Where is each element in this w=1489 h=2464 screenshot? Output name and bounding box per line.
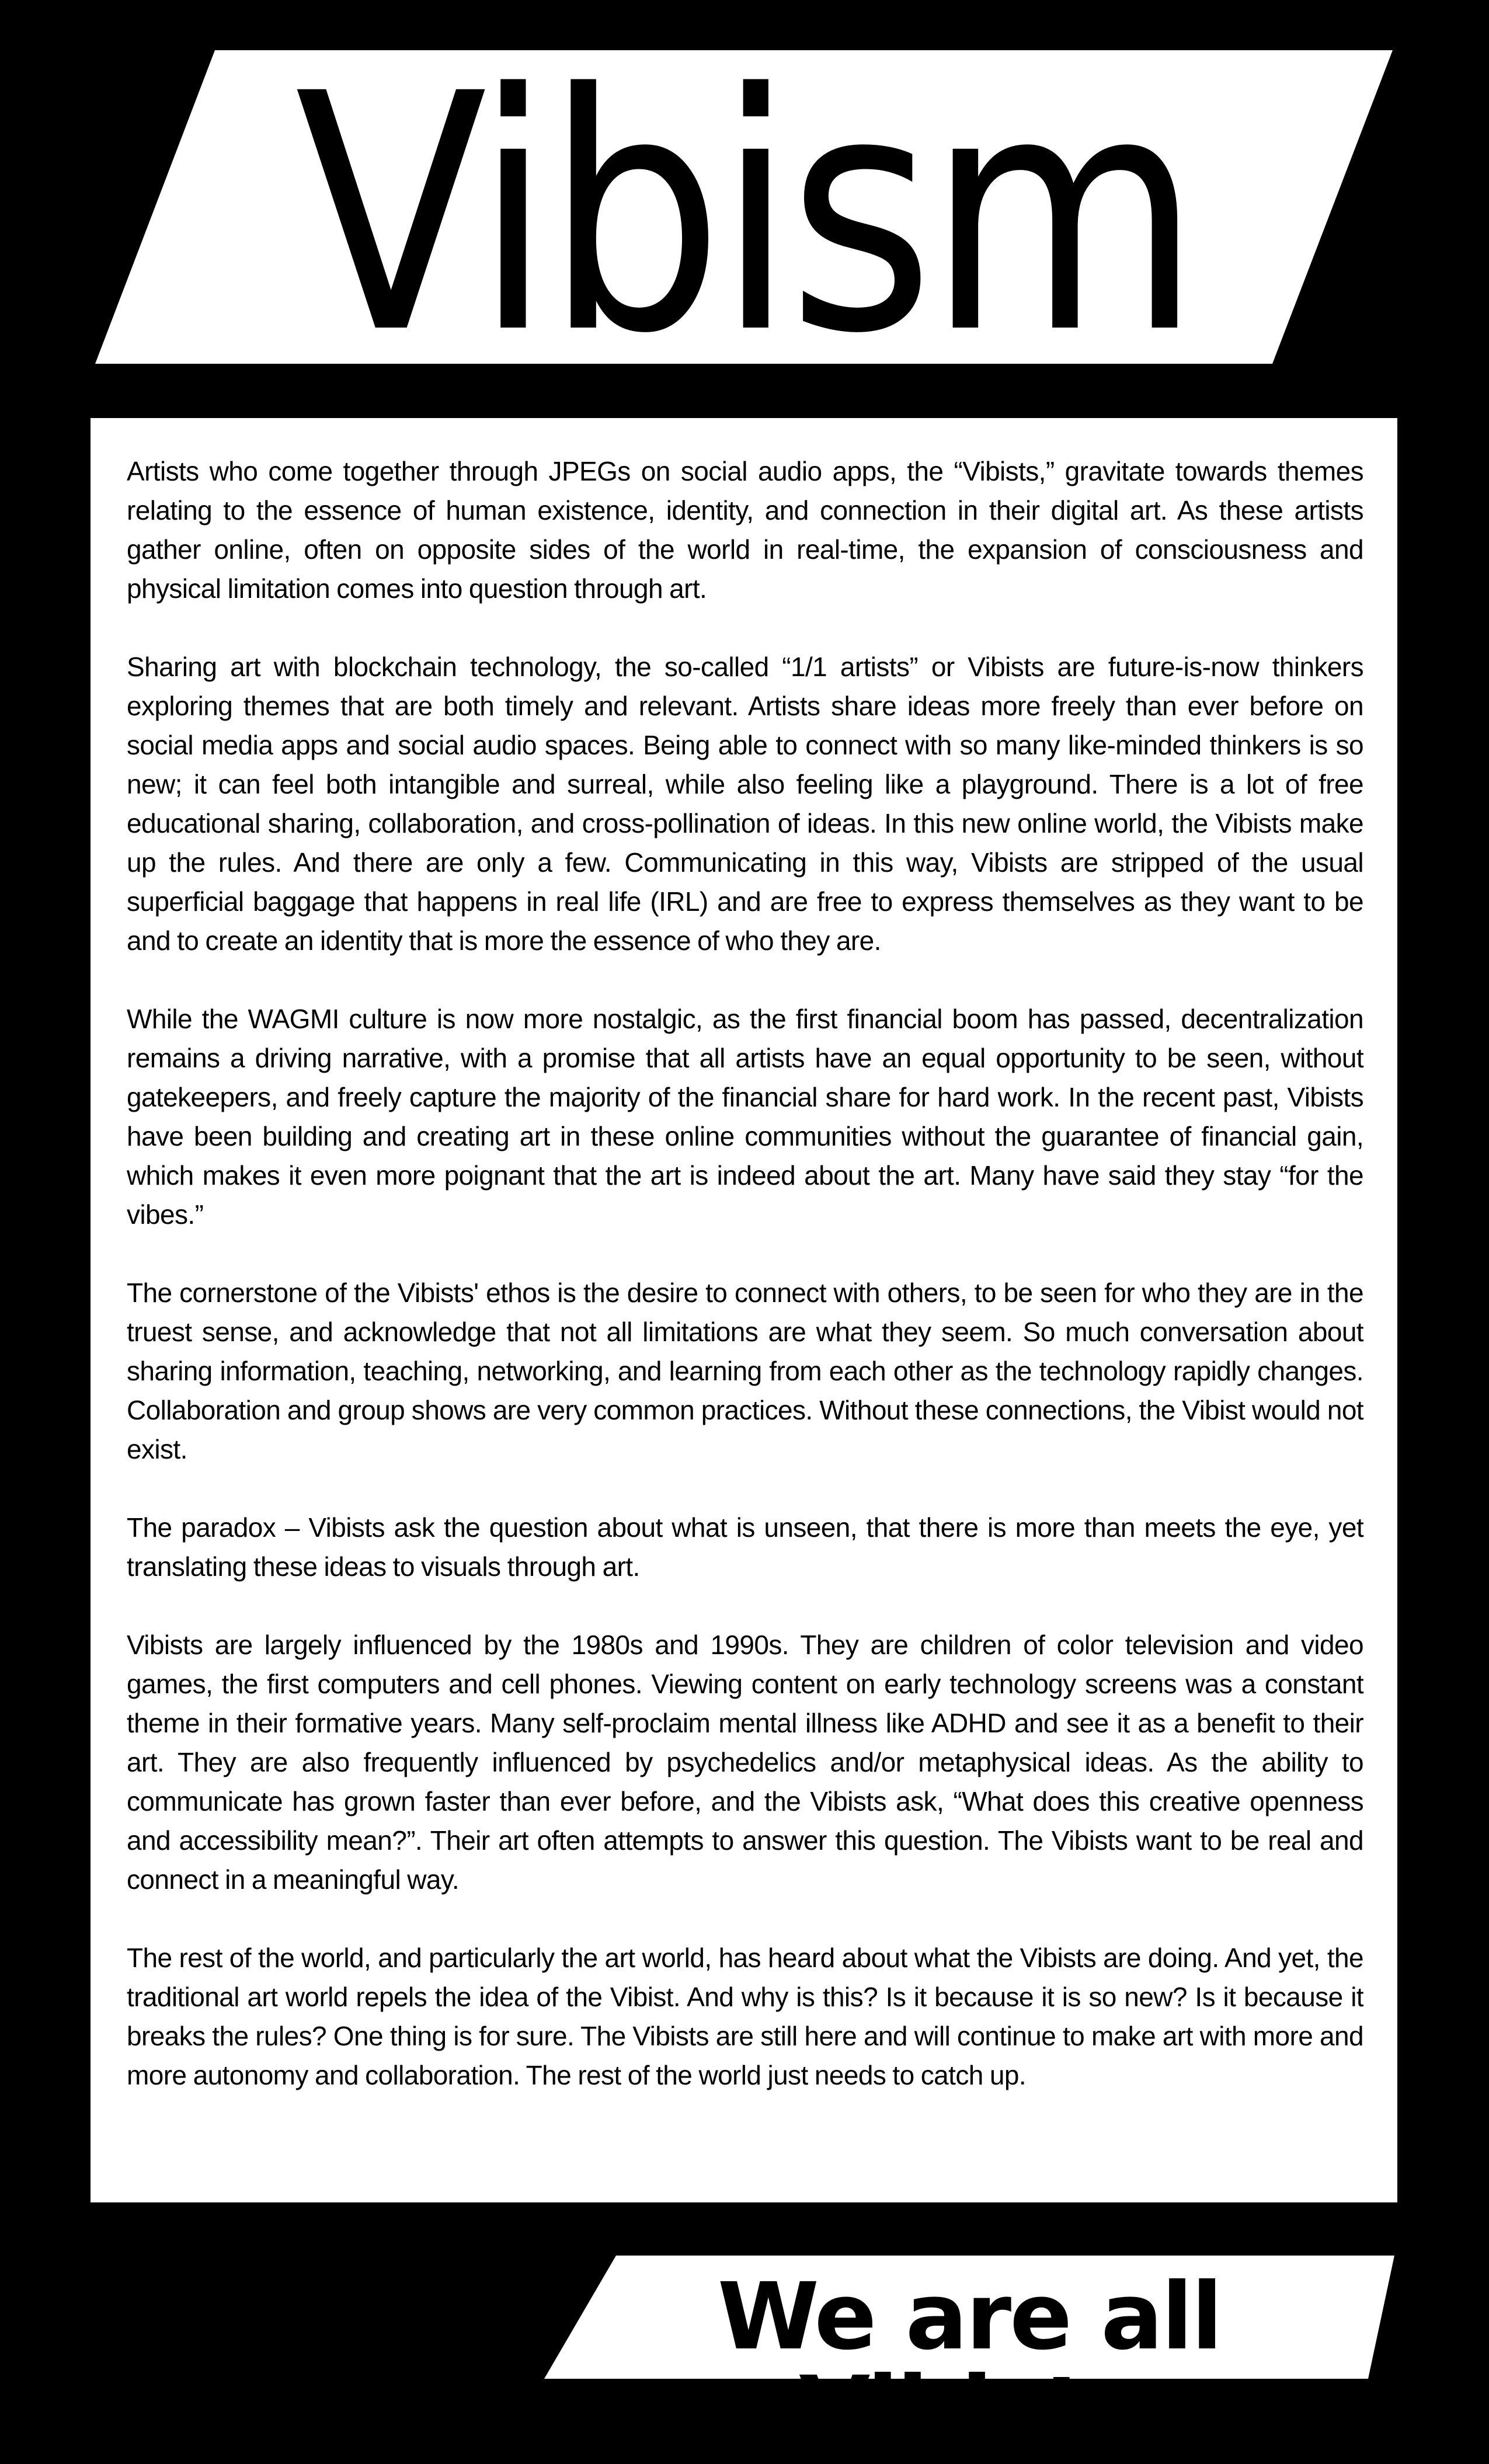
tagline: We are all Vibists xyxy=(717,2263,1222,2464)
paragraph-intro: Artists who come together through JPEGs on social audio apps, the “Vibists,” gravitate towards themes relating to the essence of human existence, identity, and connection in their digital art. As these artists gather online, often on opposite sides of the world in real-time, the expansion of consciousness and physical limitation comes into question through art. xyxy=(127,456,1363,604)
tagline-banner xyxy=(0,2230,1489,2464)
paragraph-wagmi: While the WAGMI culture is now more nostalgic, as the first financial boom has passed, decentralization remains a driving narrative, with a promise that all artists have an equal opportunity to be seen, without gatekeepers, and freely capture the majority of the financial share for hard work. In the recent past, Vibists have been building and creating art in these online communities without the guarantee of financial gain, which makes it even more poignant that the art is indeed about the art. Many have said they stay “for the vibes.” xyxy=(127,1004,1363,1230)
paragraph-paradox: The paradox – Vibists ask the question about what is unseen, that there is more than meets the eye, yet translating these ideas to visuals through art. xyxy=(127,1512,1363,1582)
paragraph-ethos: The cornerstone of the Vibists' ethos is the desire to connect with others, to be seen for who they are in the truest sense, and acknowledge that not all limitations are what they seem. So much conversation about sharing information, teaching, networking, and learning from each other as the technology rapidly changes. Collaboration and group shows are very common practices. Without these connections, the Vibist would not exist. xyxy=(127,1278,1363,1464)
paragraph-blockchain: Sharing art with blockchain technology, the so-called “1/1 artists” or Vibists are future-is-now thinkers exploring themes that are both timely and relevant. Artists share ideas more freely than ever before on social media apps and social audio spaces. Being able to connect with so many like-minded thinkers is so new; it can feel both intangible and surreal, while also feeling like a playground. There is a lot of free educational sharing, collaboration, and cross-pollination of ideas. In this new online world, the Vibists make up the rules. And there are only a few. Communicating in this way, Vibists are stripped of the usual superficial baggage that happens in real life (IRL) and are free to express themselves as they want to be and to create an identity that is more the essence of who they are. xyxy=(127,652,1363,956)
page-title: Vibism xyxy=(295,25,1194,405)
title-banner xyxy=(0,0,1489,409)
manifesto-text-panel xyxy=(91,418,1397,2202)
paragraph-conclusion: The rest of the world, and particularly the art world, has heard about what the Vibists are doing. And yet, the traditional art world repels the idea of the Vibist. And why is this? Is it because it is so new? Is it because it breaks the rules? One thing is for sure. The Vibists are still here and will continue to make art with more and more autonomy and collaboration. The rest of the world just needs to catch up. xyxy=(127,1943,1363,2090)
paragraph-influences: Vibists are largely influenced by the 1980s and 1990s. They are children of color television and video games, the first computers and cell phones. Viewing content on early technology screens was a constant theme in their formative years. Many self-proclaim mental illness like ADHD and see it as a benefit to their art. They are also frequently influenced by psychedelics and/or metaphysical ideas. As the ability to communicate has grown faster than ever before, and the Vibists ask, “What does this creative openness and accessibility mean?”. Their art often attempts to answer this question. The Vibists want to be real and connect in a meaningful way. xyxy=(127,1630,1363,1895)
